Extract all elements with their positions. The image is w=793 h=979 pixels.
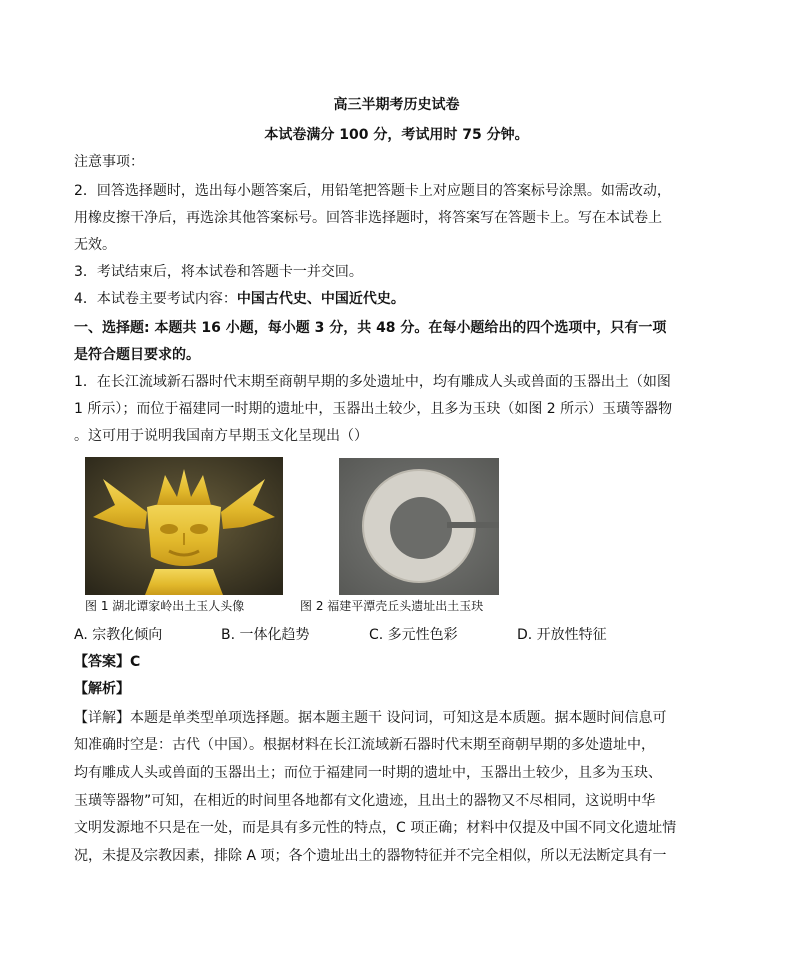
option-a: A. 宗教化倾向 (74, 627, 163, 643)
question-1-line-2: 1 所示）；而位于福建同一时期的遗址中，玉器出土较少，且多为玉玦（如图 2 所示）玉璜等器物 (74, 401, 673, 417)
answer-line (74, 652, 140, 672)
option-c: C. 多元性色彩 (369, 627, 458, 643)
notice-item-2-line-2: 用橡皮擦干净后，再选涂其他答案标号。回答非选择题时，将答案写在答题卡上。写在本试卷上 (74, 210, 662, 226)
detail-line-5: 文明发源地不只是在一处，而是具有多元性的特点，C 项正确；材料中仅提及中国不同文化遗址情 (74, 820, 677, 836)
notice-heading: 注意事项： (74, 154, 144, 170)
section-heading-line-2: 是符合题目要求的。 (74, 347, 200, 363)
figure-1-caption: 图 1 湖北谭家岭出土玉人头像 (85, 599, 245, 613)
detail-line-6: 况，未提及宗教因素，排除 A 项；各个遗址出土的器物特征并不完全相似，所以无法断定具有一 (74, 848, 667, 864)
section-heading-line-1: 一、选择题: 本题共 16 小题，每小题 3 分，共 48 分。在每小题给出的四个选项中，只有一项 (74, 320, 667, 336)
detail-line-4: 玉璜等器物”可知，在相近的时间里各地都有文化遗迹，且出土的器物又不尽相同，这说明中华 (74, 793, 656, 809)
question-1-line-3: 。这可用于说明我国南方早期玉文化呈现出（） (74, 428, 368, 444)
notice-item-2-line-1: 2．回答选择题时，选出每小题答案后，用铅笔把答题卡上对应题目的答案标号涂黑。如需改动， (74, 183, 671, 199)
notice-item-2-line-3: 无效。 (74, 237, 116, 253)
question-1-line-1: 1．在长江流域新石器时代末期至商朝早期的多处遗址中，均有雕成人头或兽面的玉器出土（如图 (74, 374, 671, 390)
page-title: 高三半期考历史试卷 (333, 97, 460, 113)
notice-item-3: 3．考试结束后，将本试卷和答题卡一并交回。 (74, 264, 363, 280)
option-b: B. 一体化趋势 (221, 627, 310, 643)
figure-1-jade-head-image (85, 457, 283, 595)
detail-line-3: 均有雕成人头或兽面的玉器出土；而位于福建同一时期的遗址中，玉器出土较少，且多为玉玦、 (74, 765, 662, 781)
notice-item-4-content: 中国古代史、中国近代史。 (236, 291, 405, 307)
notice-item-4-prefix: 4．本试卷主要考试内容： (74, 291, 237, 307)
page-subtitle: 本试卷满分 100 分，考试用时 75 分钟。 (264, 127, 529, 143)
answer-label: 【答案】 (74, 654, 130, 670)
option-d: D. 开放性特征 (517, 627, 607, 643)
detail-line-2: 知准确时空是：古代（中国）。根据材料在长江流域新石器时代末期至商朝早期的多处遗址中， (74, 737, 655, 753)
detail-line-1: 【详解】本题是单类型单项选择题。据本题主题干 设问词，可知这是本质题。据本题时间信息可 (74, 710, 667, 726)
figure-2-jade-ring-image (339, 458, 499, 595)
analysis-label: 【解析】 (74, 681, 130, 697)
figure-2-caption: 图 2 福建平潭壳丘头遗址出土玉玦 (300, 599, 484, 613)
answer-value: C (130, 654, 141, 670)
notice-item-4 (74, 289, 405, 309)
